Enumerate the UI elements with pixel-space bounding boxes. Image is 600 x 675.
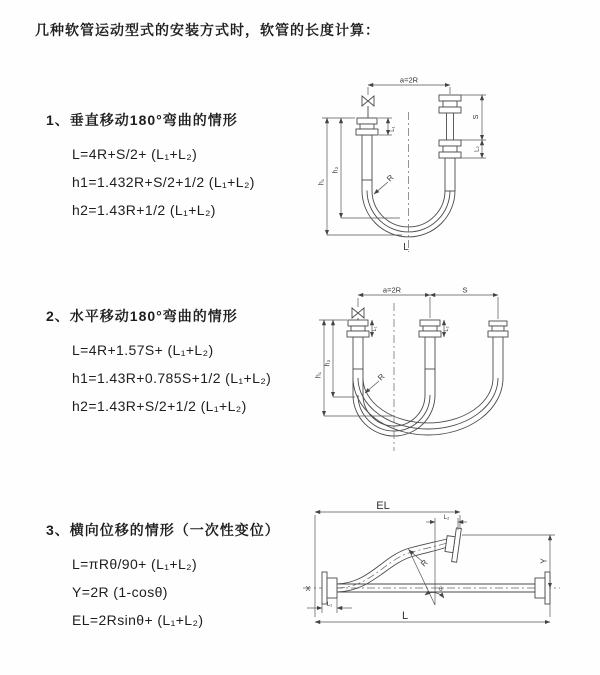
page-title: 几种软管运动型式的安装方式时，软管的长度计算： — [35, 22, 380, 38]
dim-label-l2: L₂ — [443, 515, 450, 521]
dim-label-s: S — [473, 114, 480, 120]
formula-line: h1=1.432R+S/2+1/2 (L₁+L₂) — [72, 174, 255, 190]
flange-fitting-left — [356, 118, 378, 135]
radius-leader — [374, 173, 396, 194]
dim-label-r: R — [419, 558, 430, 569]
flange-fitting-right-lower — [439, 140, 461, 158]
dim-label-h2: h₂ — [324, 359, 332, 367]
diagram-lateral-displacement — [295, 500, 565, 645]
section-2 — [46, 306, 271, 420]
dim-label-l2: L₂ — [444, 326, 450, 332]
formula-line: L=πRθ/90+ (L₁+L₂) — [72, 556, 198, 572]
dim-label-a2r: a=2R — [399, 75, 419, 85]
dimension-y — [462, 535, 555, 617]
braided-hose-end — [353, 337, 363, 369]
dimension-l1 — [378, 118, 396, 135]
dim-label-l1: L₁ — [390, 126, 396, 132]
dim-label-r: R — [385, 173, 396, 184]
dimension-a2r — [358, 286, 498, 320]
braided-hose-end — [425, 337, 435, 369]
braided-hose-end — [445, 158, 455, 191]
formula-line: h1=1.43R+0.785S+1/2 (L₁+L₂) — [72, 370, 272, 386]
section-1-heading: 1、垂直移动180°弯曲的情形 — [46, 112, 238, 128]
flange-fitting-right — [488, 321, 508, 337]
flange-left — [322, 572, 337, 604]
dim-label-r: R — [376, 372, 387, 383]
flange-right — [535, 572, 550, 604]
dim-label-l-total: L — [403, 242, 409, 253]
section-3-heading: 3、横向位移的情形（一次性变位） — [46, 522, 280, 538]
formula-line: Y=2R (1-cosθ) — [72, 584, 168, 600]
dim-label-h1: h₁ — [315, 371, 323, 379]
valve-icon — [352, 298, 364, 320]
section-2-heading: 2、水平移动180°弯曲的情形 — [46, 308, 238, 324]
dimension-l — [315, 610, 550, 622]
dim-label-l1: L₁ — [326, 602, 333, 608]
dim-label-a2r: a=2R — [382, 285, 402, 295]
dim-label-el: EL — [376, 500, 390, 512]
dimension-l1 — [307, 598, 352, 613]
formula-line: h2=1.43R+S/2+1/2 (L₁+L₂) — [72, 398, 247, 414]
flange-fitting-middle — [419, 320, 441, 337]
flange-upper-displaced — [444, 527, 462, 562]
section-3 — [46, 520, 280, 634]
dim-label-s: S — [462, 285, 468, 295]
formula-line: h2=1.43R+1/2 (L₁+L₂) — [72, 202, 216, 218]
diagram-horizontal-bend — [295, 283, 540, 463]
braided-hose-end — [362, 135, 372, 180]
dim-label-y: Y — [539, 558, 549, 564]
formula-line: L=4R+S/2+ (L₁+L₂) — [72, 146, 198, 162]
flange-fitting-left — [347, 320, 369, 337]
dim-label-h2: h₂ — [332, 166, 340, 174]
dim-label-theta: θ — [439, 586, 443, 593]
dim-label-l2: L₂ — [474, 146, 481, 152]
dimension-a2r — [368, 76, 450, 95]
section-1 — [46, 110, 255, 224]
dim-label-l: L — [401, 610, 409, 622]
radius-leader — [365, 372, 387, 393]
dim-label-l1: L₁ — [372, 326, 378, 332]
formula-line: EL=2Rsinθ+ (L₁+L₂) — [72, 612, 204, 628]
diagram-vertical-bend — [300, 70, 530, 260]
dimension-s — [456, 95, 486, 158]
flange-fitting-right-upper — [439, 95, 461, 140]
valve-icon — [362, 87, 374, 118]
dim-label-h1: h₁ — [318, 178, 326, 186]
x-axis-marker: X — [305, 586, 311, 593]
formula-line: L=4R+1.57S+ (L₁+L₂) — [72, 342, 214, 358]
